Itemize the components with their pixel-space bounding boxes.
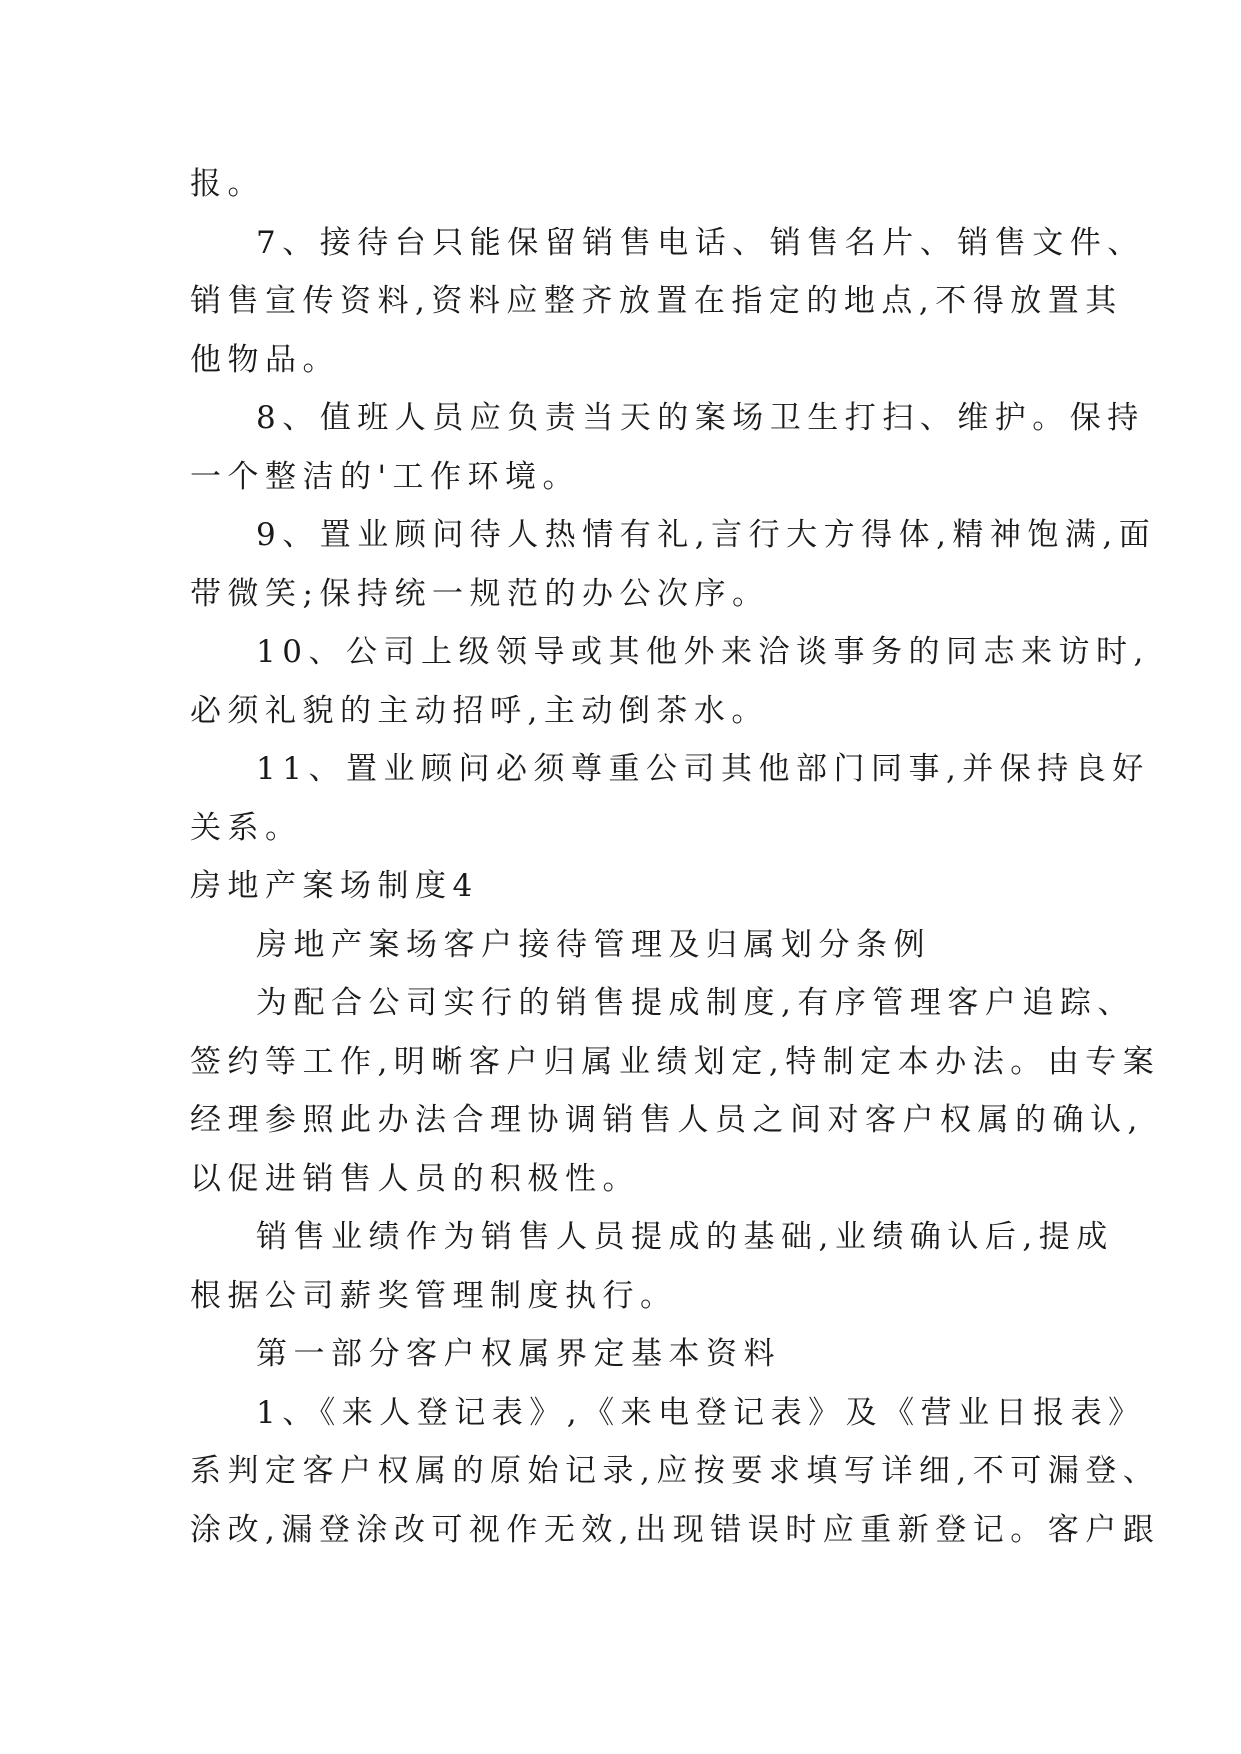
part-heading: 第一部分客户权属界定基本资料 bbox=[256, 1336, 781, 1372]
text-line: 他物品。 bbox=[190, 341, 340, 378]
text-line: 1、《来人登记表》,《来电登记表》及《营业日报表》 bbox=[256, 1394, 1146, 1431]
text-line: 涂改,漏登涂改可视作无效,出现错误时应重新登记。客户跟 bbox=[190, 1511, 1161, 1548]
text-line: 8、值班人员应负责当天的案场卫生打扫、维护。保持 bbox=[256, 400, 1145, 436]
text-line: 销售宣传资料,资料应整齐放置在指定的地点,不得放置其 bbox=[190, 283, 1123, 319]
text-line: 根据公司薪奖管理制度执行。 bbox=[190, 1277, 678, 1314]
section-heading: 房地产案场制度4 bbox=[190, 868, 479, 904]
text-line: 必须礼貌的主动招呼,主动倒茶水。 bbox=[190, 692, 769, 729]
text-line: 签约等工作,明晰客户归属业绩划定,特制定本办法。由专案 bbox=[190, 1043, 1161, 1080]
text-line: 为配合公司实行的销售提成制度,有序管理客户追踪、 bbox=[256, 985, 1135, 1021]
text-line: 11、置业顾问必须尊重公司其他部门同事,并保持良好 bbox=[256, 751, 1150, 787]
text-line: 7、接待台只能保留销售电话、销售名片、销售文件、 bbox=[256, 224, 1145, 261]
text-line: 经理参照此办法合理协调销售人员之间对客户权属的确认, bbox=[190, 1102, 1144, 1138]
text-line: 系判定客户权属的原始记录,应按要求填写详细,不可漏登、 bbox=[190, 1453, 1161, 1489]
text-line: 销售业绩作为销售人员提成的基础,业绩确认后,提成 bbox=[256, 1219, 1114, 1255]
text-line: 一个整洁的'工作环境。 bbox=[190, 458, 581, 495]
text-line: 10、公司上级领导或其他外来洽谈事务的同志来访时, bbox=[256, 634, 1150, 670]
text-line: 带微笑;保持统一规范的办公次序。 bbox=[190, 575, 770, 612]
document-page bbox=[190, 155, 1161, 1559]
text-line: 9、置业顾问待人热情有礼,言行大方得体,精神饱满,面 bbox=[256, 517, 1157, 553]
text-line: 关系。 bbox=[190, 809, 303, 846]
text-line: 报。 bbox=[190, 166, 265, 202]
text-line: 以促进销售人员的积极性。 bbox=[190, 1160, 640, 1197]
section-subtitle: 房地产案场客户接待管理及归属划分条例 bbox=[256, 926, 931, 963]
